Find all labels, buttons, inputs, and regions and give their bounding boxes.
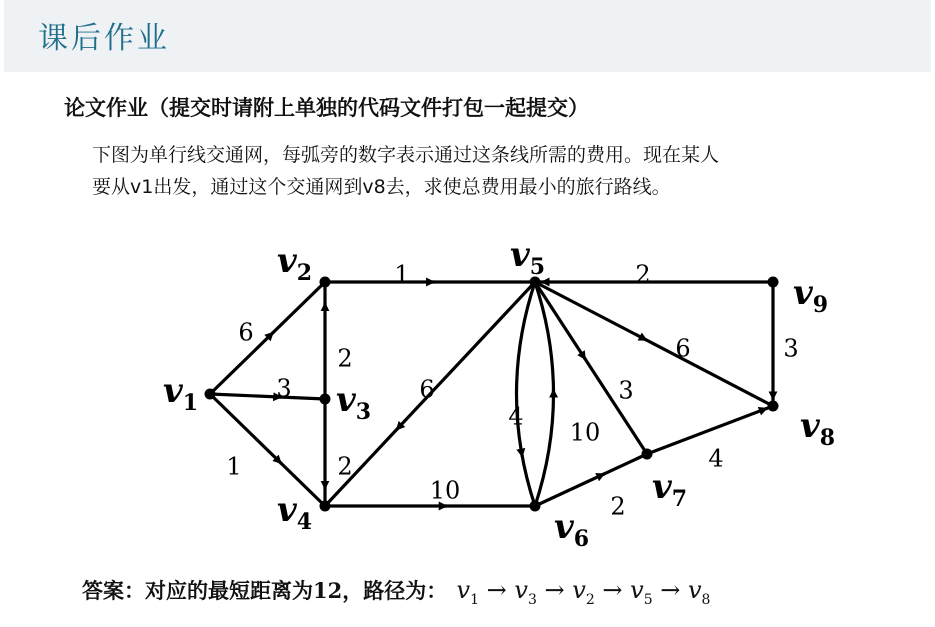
node-label-subscript: 9 (812, 292, 829, 318)
answer-node-subscript: 8 (701, 591, 711, 608)
node-label-letter: v (510, 235, 530, 275)
answer-node-letter: v (687, 576, 702, 604)
node-label-letter: v (800, 406, 820, 446)
edge-v5-v8 (535, 282, 773, 406)
edge-weight-v6-v5: 10 (569, 418, 601, 447)
node-v2 (320, 277, 331, 288)
description-line-1: 下图为单行线交通网，每弧旁的数字表示通过这条线所需的费用。现在某人 (92, 144, 720, 166)
answer-node-letter: v (456, 576, 471, 604)
answer-node-subscript: 1 (470, 591, 480, 608)
node-label-subscript: 3 (355, 399, 372, 425)
edge-weight-v2-v5: 1 (394, 260, 410, 289)
node-v8 (768, 401, 779, 412)
edge-weight-v4-v6: 10 (429, 476, 461, 505)
node-label-subscript: 8 (819, 425, 836, 451)
edge-weight-v5-v4: 6 (419, 375, 435, 404)
node-label-v2 (277, 241, 312, 286)
page-title: 课后作业 (38, 21, 170, 56)
node-v9 (768, 277, 779, 288)
node-label-v8 (800, 406, 835, 451)
node-v6 (530, 501, 541, 512)
edge-v1-v4-arrowhead (279, 461, 281, 463)
edge-weight-v5-v8: 6 (675, 334, 691, 363)
node-v7 (642, 449, 653, 460)
edge-v5-v8-arrowhead (644, 339, 647, 340)
node-label-subscript: 5 (529, 254, 546, 280)
node-label-letter: v (652, 467, 672, 507)
answer-arrow: → (536, 576, 573, 604)
edge-v5-v7-arrowhead (584, 357, 586, 360)
node-label-subscript: 4 (296, 509, 313, 535)
edge-v6-v5 (535, 282, 554, 506)
answer-node-letter: v (572, 576, 586, 604)
answer-arrow: → (594, 576, 631, 604)
edge-weight-v5-v7: 3 (618, 376, 634, 405)
edge-weight-v9-v5: 2 (635, 260, 651, 289)
answer-arrow: → (479, 576, 515, 604)
node-label-v6 (554, 507, 589, 552)
node-label-v7 (652, 467, 687, 512)
node-v4 (320, 501, 331, 512)
edge-weight-v7-v8: 4 (708, 444, 724, 473)
answer-node-letter: v (630, 576, 644, 604)
edge-weight-v1-v3: 3 (276, 374, 292, 403)
node-label-letter: v (554, 507, 574, 547)
section-heading: 论文作业（提交时请附上单独的代码文件打包一起提交） (64, 96, 589, 120)
node-label-v9 (793, 273, 828, 318)
edge-weight-v1-v2: 6 (238, 318, 254, 347)
node-label-subscript: 2 (296, 260, 313, 286)
node-label-letter: v (336, 380, 356, 420)
edge-v5-v4-arrowhead (396, 428, 398, 430)
edge-weight-v6-v7: 2 (610, 492, 626, 521)
answer-node-subscript: 5 (643, 591, 653, 608)
answer-label: 答案：对应的最短距离为12，路径为： (82, 578, 448, 603)
node-label-v5 (510, 235, 545, 280)
answer-node-letter: v (514, 576, 528, 604)
answer-arrow: → (652, 576, 688, 604)
edge-weight-v9-v8: 3 (783, 334, 799, 363)
node-v1 (205, 389, 216, 400)
edge-weight-v1-v4: 1 (226, 452, 242, 481)
node-label-subscript: 1 (182, 390, 199, 416)
node-label-v3 (336, 380, 371, 425)
edge-v1-v2-arrowhead (271, 332, 273, 334)
answer-line (82, 575, 710, 608)
answer-node-subscript: 2 (585, 591, 595, 608)
node-label-letter: v (277, 241, 297, 281)
edge-v1-v2 (210, 282, 325, 394)
edge-v6-v7 (535, 454, 647, 506)
edge-v7-v8-arrowhead (764, 408, 767, 409)
node-label-v1 (163, 371, 198, 416)
description-line-2: 要从v1出发，通过这个交通网到v8去，求使总费用最小的旅行路线。 (92, 176, 671, 198)
edge-v6-v7-arrowhead (602, 474, 605, 475)
edge-weight-v5-v6: 4 (508, 402, 524, 431)
edge-weight-v3-v2: 2 (337, 344, 353, 373)
edge-v5-v6 (517, 282, 536, 506)
answer-path (456, 576, 711, 608)
node-label-subscript: 6 (573, 526, 590, 552)
node-label-letter: v (163, 371, 183, 411)
edge-v1-v3 (210, 394, 325, 399)
node-label-v4 (277, 490, 312, 535)
edge-weight-v3-v4: 2 (337, 452, 353, 481)
node-label-letter: v (277, 490, 297, 530)
edge-v1-v4 (210, 394, 325, 506)
node-label-subscript: 7 (671, 486, 688, 512)
node-v3 (320, 394, 331, 405)
answer-node-subscript: 3 (527, 591, 537, 608)
node-label-letter: v (793, 273, 813, 313)
